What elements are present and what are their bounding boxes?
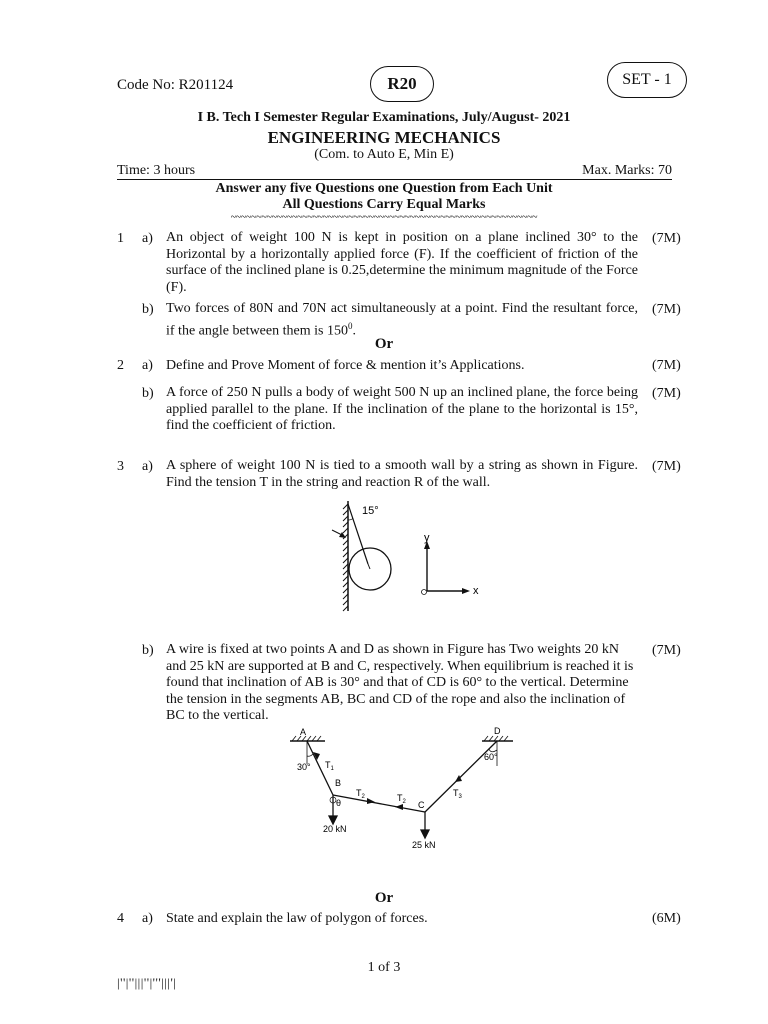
question-1b-label: b) bbox=[142, 302, 154, 317]
wall bbox=[343, 501, 348, 611]
t3-letter: T bbox=[453, 788, 459, 798]
axes bbox=[422, 541, 471, 595]
question-4a-label: a) bbox=[142, 911, 153, 926]
question-1a-label: a) bbox=[142, 231, 153, 246]
question-3a-marks: (7M) bbox=[652, 459, 681, 474]
sphere-wall-figure bbox=[320, 496, 490, 616]
tension-t2b-label bbox=[397, 793, 407, 805]
question-1a-marks: (7M) bbox=[652, 231, 681, 246]
t1-letter: T bbox=[325, 760, 331, 770]
t2b-letter: T bbox=[397, 793, 403, 803]
question-1a-text: An object of weight 100 N is kept in position on a plane inclined 30° to the Horizontal by a horizontally applied force (F). If the coefficient of friction of the surface of the inclined plane is 0.25,determine the minimum magnitude of the Force (F). bbox=[166, 230, 638, 295]
degree-superscript: 0 bbox=[347, 320, 353, 331]
angle-30-label: 30° bbox=[297, 762, 311, 772]
x-axis-label: x bbox=[473, 585, 479, 597]
tension-t3-label bbox=[453, 788, 463, 800]
question-2a-text: Define and Prove Moment of force & mention it’s Applications. bbox=[166, 358, 525, 373]
question-2-number: 2 bbox=[117, 358, 124, 373]
question-1b-main: Two forces of 80N and 70N act simultaneously at a point. Find the resultant force, if the angle between them is 150 bbox=[166, 301, 638, 339]
angle-60-label: 60° bbox=[484, 752, 498, 762]
point-c-label: C bbox=[418, 800, 425, 810]
set-badge bbox=[607, 62, 687, 98]
question-1b-end: . bbox=[352, 323, 356, 339]
set-label: SET - 1 bbox=[622, 71, 672, 88]
max-marks: Max. Marks: 70 bbox=[582, 163, 672, 178]
subject-title: ENGINEERING MECHANICS bbox=[267, 128, 501, 147]
point-b-label: B bbox=[335, 778, 342, 788]
question-4a-text: State and explain the law of polygon of forces. bbox=[166, 911, 428, 926]
theta-label: θ bbox=[336, 798, 342, 808]
question-3a-label: a) bbox=[142, 459, 153, 474]
tension-t1-label bbox=[325, 760, 335, 772]
or-separator-1: Or bbox=[374, 336, 394, 352]
t1-subscript: 1 bbox=[330, 766, 334, 772]
question-2a-label: a) bbox=[142, 358, 153, 373]
question-2b-marks: (7M) bbox=[652, 386, 681, 401]
instruction-line-1: Answer any five Questions one Question from Each Unit bbox=[215, 181, 553, 196]
question-3-number: 3 bbox=[117, 459, 124, 474]
question-3b-text: A wire is fixed at two points A and D as shown in Figure has Two weights 20 kN and 25 kN are supported at B and C, respectively. When equilibrium is reached it is found that inclination of AB is 30° and that of CD is 60° to the vertical. Determine the tension in the segments AB, BC and CD of the rope and also the inclination of BC to the vertical. bbox=[166, 642, 634, 723]
question-3a-text: A sphere of weight 100 N is tied to a smooth wall by a string as shown in Figure. Find the tension T in the string and reaction R of the wall. bbox=[166, 458, 638, 490]
support-a bbox=[290, 736, 325, 764]
question-2b-label: b) bbox=[142, 386, 154, 401]
question-1-number: 1 bbox=[117, 231, 124, 246]
t3-subscript: 3 bbox=[458, 794, 462, 800]
time-duration: Time: 3 hours bbox=[117, 163, 196, 178]
branches: (Com. to Auto E, Min E) bbox=[314, 147, 454, 162]
tilde-separator: ~~~~~~~~~~~~~~~~~~~~~~~~~~~~~~~~~~~~~~~~~~~~~~~~~~~~~~~~~~~~ bbox=[230, 212, 538, 223]
y-axis-label: y bbox=[424, 532, 430, 544]
page-number: 1 of 3 bbox=[367, 960, 401, 975]
exam-title: I B. Tech I Semester Regular Examinations, July/August- 2021 bbox=[197, 110, 571, 125]
question-3b-label: b) bbox=[142, 643, 154, 658]
regulation-badge bbox=[370, 66, 434, 102]
barcode-text: |''|''|||''|'''|||'| bbox=[117, 975, 177, 990]
header-rule bbox=[117, 179, 672, 180]
t2b-subscript: 2 bbox=[402, 799, 406, 805]
or-separator-2: Or bbox=[374, 890, 394, 906]
code-number: Code No: R201124 bbox=[117, 77, 234, 93]
wire-weights-figure bbox=[285, 724, 525, 854]
point-d-label: D bbox=[494, 726, 501, 736]
load-25kn-label: 25 kN bbox=[412, 840, 436, 850]
question-2a-marks: (7M) bbox=[652, 358, 681, 373]
question-1b-marks: (7M) bbox=[652, 302, 681, 317]
instruction-line-2: All Questions Carry Equal Marks bbox=[282, 197, 486, 212]
sphere-radius bbox=[368, 564, 370, 569]
question-3b-marks: (7M) bbox=[652, 643, 681, 658]
point-a-label: A bbox=[300, 727, 307, 737]
question-4-number: 4 bbox=[117, 911, 124, 926]
angle-arc-a bbox=[307, 754, 313, 756]
angle-pointer-arrow bbox=[332, 530, 346, 538]
load-20kn-label: 20 kN bbox=[323, 824, 347, 834]
t2-letter: T bbox=[356, 788, 362, 798]
angle-15-label: 15° bbox=[362, 505, 379, 517]
regulation-label: R20 bbox=[387, 74, 417, 93]
tension-t2-label bbox=[356, 788, 366, 800]
t2-subscript: 2 bbox=[361, 794, 365, 800]
question-2b-text: A force of 250 N pulls a body of weight 500 N up an inclined plane, the force being applied parallel to the plane. If the inclination of the plane to the horizontal is 15°, find the coefficient of friction. bbox=[166, 385, 638, 433]
question-1b-text bbox=[166, 301, 638, 340]
question-4a-marks: (6M) bbox=[652, 911, 681, 926]
